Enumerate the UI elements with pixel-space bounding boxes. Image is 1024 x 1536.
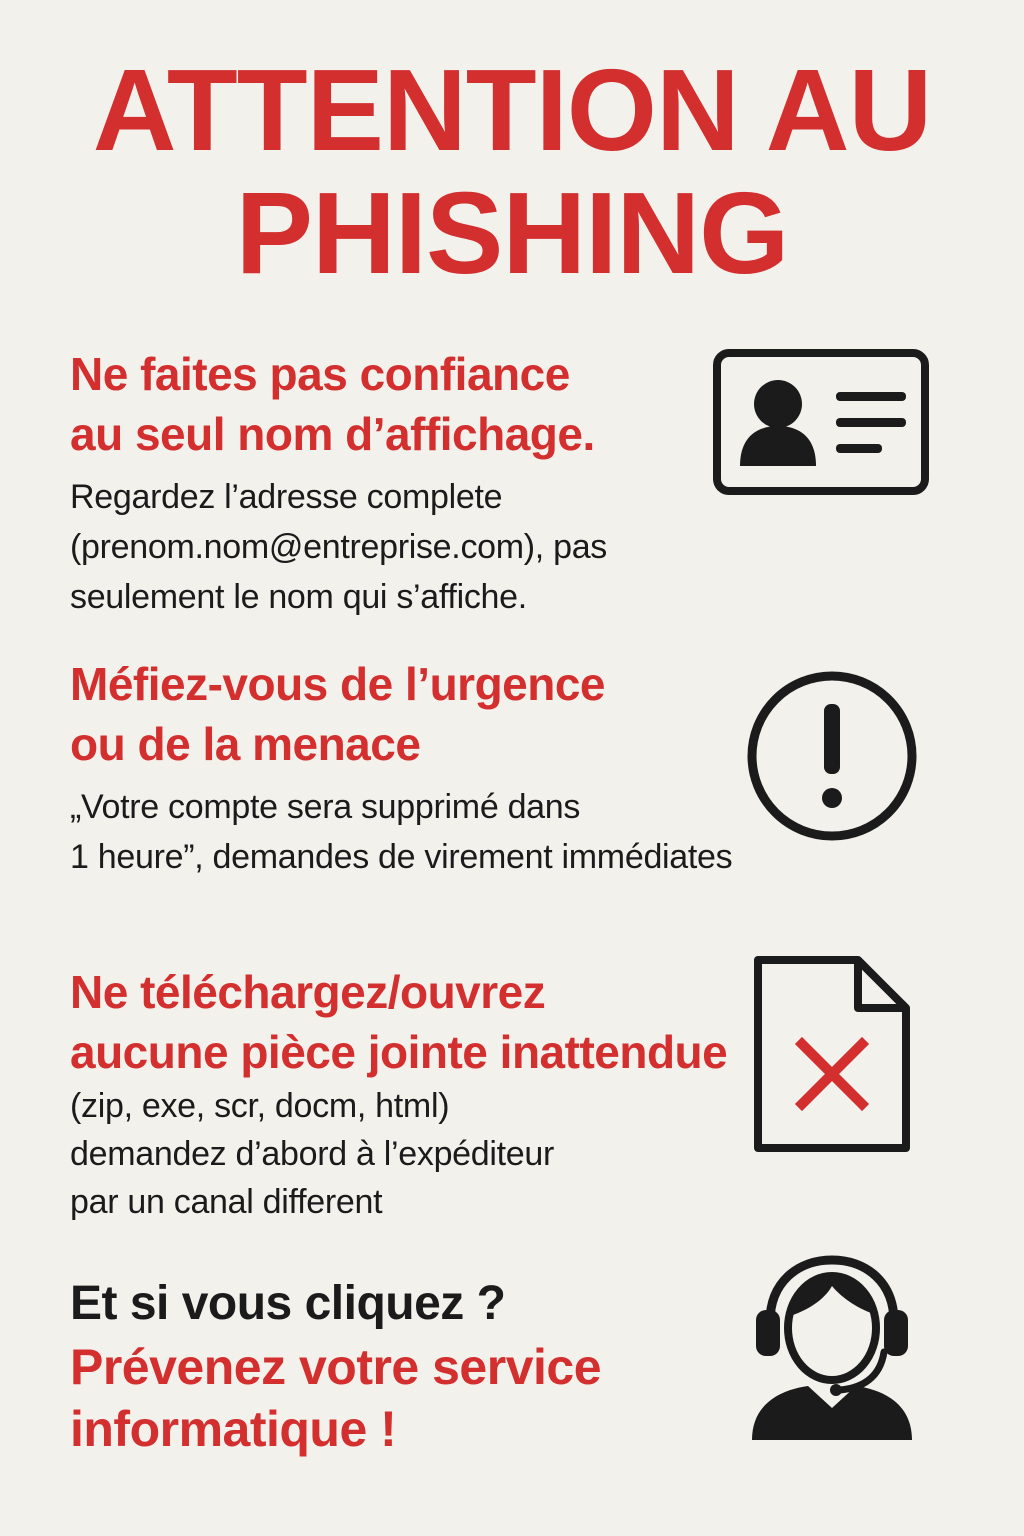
footer-answer (70, 1336, 601, 1460)
page-title-line-1: ATTENTION AU (92, 45, 932, 175)
tip-heading (70, 962, 727, 1082)
tip-body (70, 782, 732, 882)
support-agent-icon (744, 1252, 920, 1442)
page-title-line-2: PHISHING (235, 168, 789, 298)
tip-heading (70, 654, 732, 774)
tip-urgency (70, 654, 732, 882)
tip-body-line: „Votre compte sera supprimé dans (70, 788, 581, 826)
file-blocked-icon (752, 954, 912, 1154)
tip-heading-line: aucune pièce jointe inattendue (70, 1026, 728, 1078)
tip-heading-line: Ne faites pas confiance (70, 348, 570, 400)
id-card-icon (712, 348, 930, 496)
tip-body-line: seulement le nom qui s’affiche. (70, 578, 527, 616)
tip-body-line: (prenom.nom@entreprise.com), pas (70, 528, 608, 566)
tip-heading-line: au seul nom d’affichage. (70, 408, 595, 460)
tip-body (70, 1082, 727, 1226)
tip-body-line: demandez d’abord à l’expéditeur (70, 1135, 555, 1173)
tip-body-line: Regardez l’adresse complete (70, 478, 503, 516)
footer-answer-line: Prévenez votre service (70, 1339, 602, 1395)
footer-callout (70, 1272, 601, 1460)
footer-answer-line: informatique ! (70, 1401, 397, 1457)
tip-heading-line: ou de la menace (70, 718, 421, 770)
tip-display-name (70, 344, 607, 622)
tip-attachments (70, 962, 727, 1226)
tip-body-line: par un canal different (70, 1183, 383, 1221)
warning-icon (744, 668, 920, 844)
tip-body-line: 1 heure”, demandes de virement immédiates (70, 838, 733, 876)
tip-body-line: (zip, exe, scr, docm, html) (70, 1087, 450, 1125)
tip-heading-line: Ne téléchargez/ouvrez (70, 966, 546, 1018)
tip-heading (70, 344, 607, 464)
tip-heading-line: Méfiez-vous de l’urgence (70, 658, 606, 710)
tip-body (70, 472, 607, 622)
footer-question: Et si vous cliquez ? (70, 1277, 506, 1330)
